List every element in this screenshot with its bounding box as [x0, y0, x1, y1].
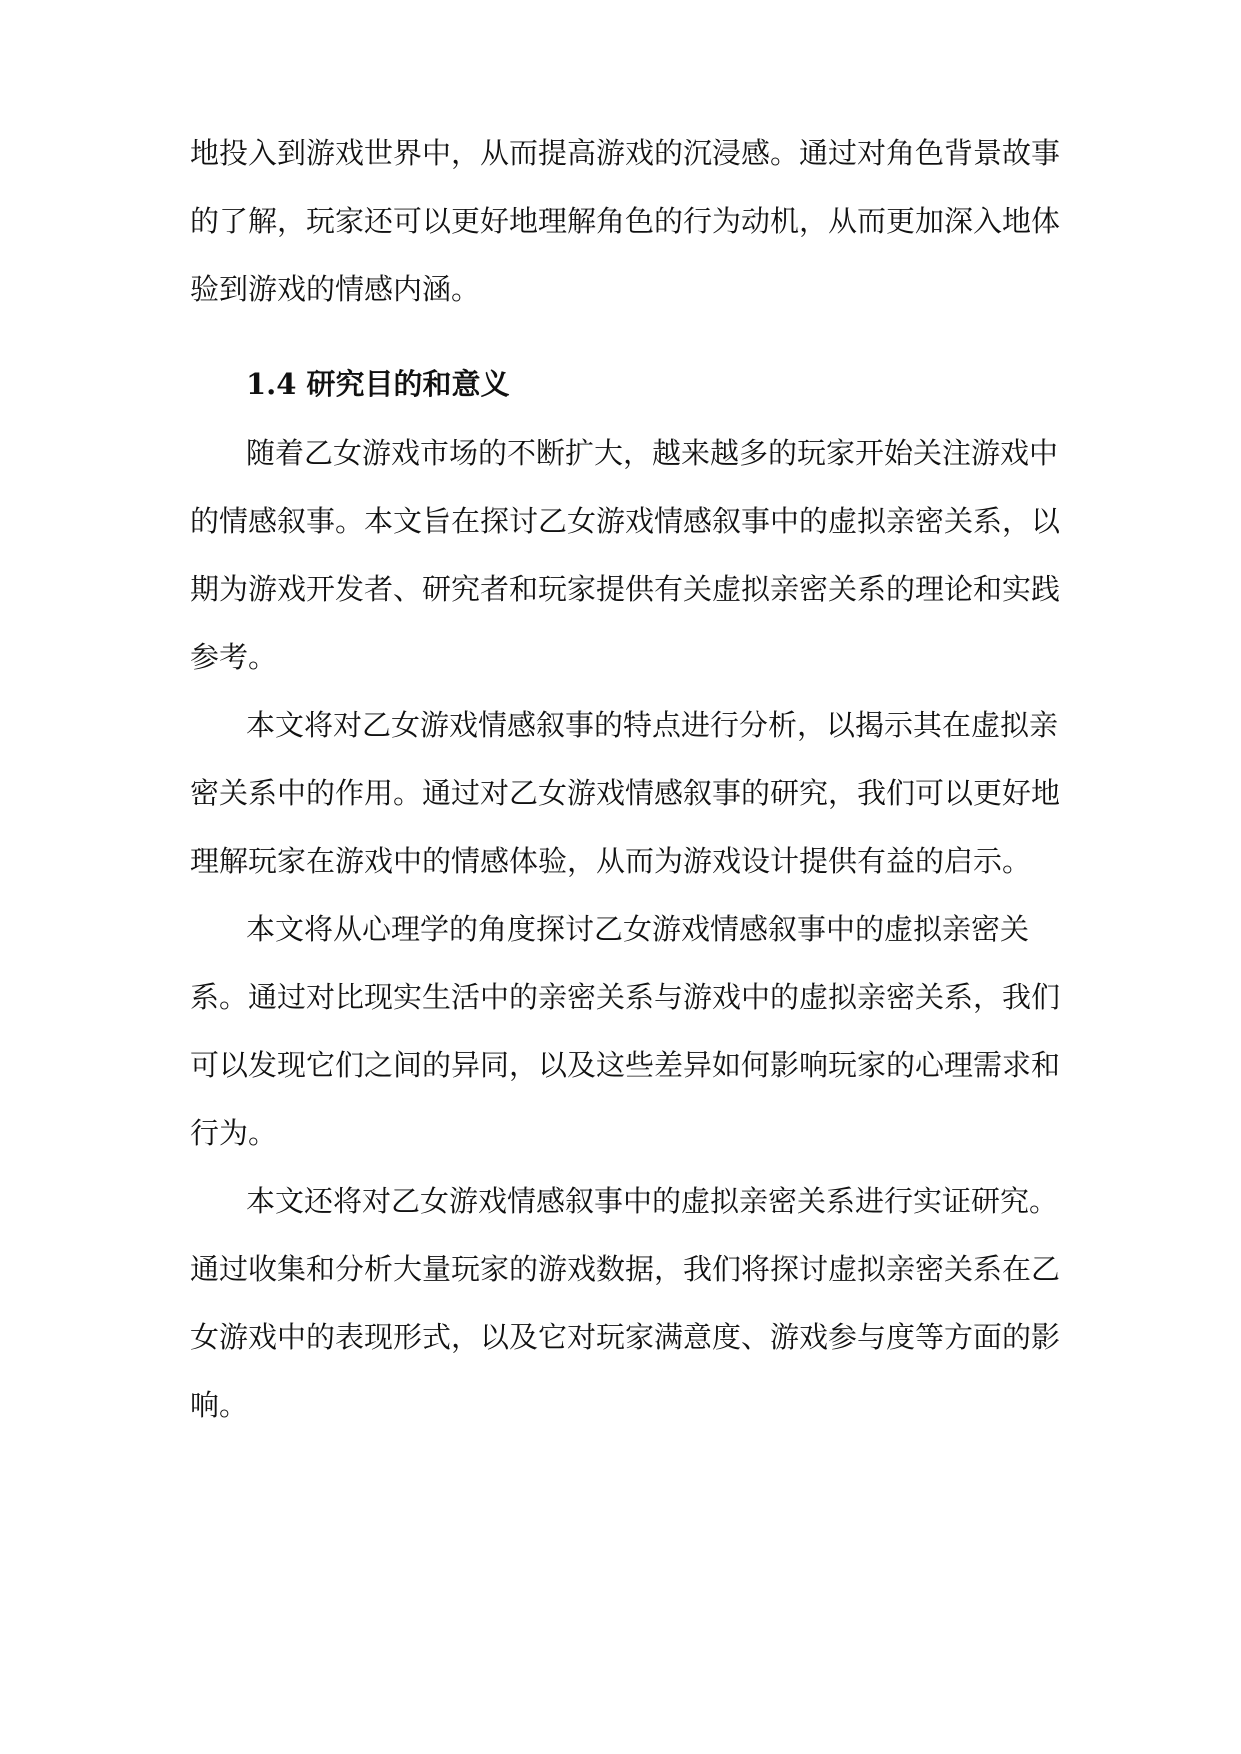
- body-text-line: 的了解，玩家还可以更好地理解角色的行为动机，从而更加深入地体: [190, 204, 1061, 238]
- body-text-line: 本文将从心理学的角度探讨乙女游戏情感叙事中的虚拟亲密关: [246, 912, 1030, 946]
- body-text-line: 期为游戏开发者、研究者和玩家提供有关虚拟亲密关系的理论和实践: [190, 572, 1061, 606]
- body-text-line: 通过收集和分析大量玩家的游戏数据，我们将探讨虚拟亲密关系在乙: [190, 1252, 1061, 1286]
- body-text-line: 响。: [190, 1388, 249, 1422]
- section-heading: 1.4 研究目的和意义: [246, 367, 510, 401]
- body-text-line: 理解玩家在游戏中的情感体验，从而为游戏设计提供有益的启示。: [190, 844, 1032, 878]
- body-text-line: 本文还将对乙女游戏情感叙事中的虚拟亲密关系进行实证研究。: [246, 1184, 1059, 1218]
- body-text-line: 女游戏中的表现形式，以及它对玩家满意度、游戏参与度等方面的影: [190, 1320, 1061, 1354]
- body-text-line: 参考。: [190, 640, 278, 674]
- body-text-line: 本文将对乙女游戏情感叙事的特点进行分析，以揭示其在虚拟亲: [246, 708, 1059, 742]
- body-text-line: 行为。: [190, 1116, 278, 1150]
- body-text-line: 验到游戏的情感内涵。: [190, 272, 481, 306]
- body-text-line: 的情感叙事。本文旨在探讨乙女游戏情感叙事中的虚拟亲密关系，以: [190, 504, 1061, 538]
- body-text-line: 地投入到游戏世界中，从而提高游戏的沉浸感。通过对角色背景故事: [190, 136, 1061, 170]
- body-text-line: 可以发现它们之间的异同，以及这些差异如何影响玩家的心理需求和: [190, 1048, 1061, 1082]
- body-text-line: 系。通过对比现实生活中的亲密关系与游戏中的虚拟亲密关系，我们: [190, 980, 1061, 1014]
- body-text-line: 密关系中的作用。通过对乙女游戏情感叙事的研究，我们可以更好地: [190, 776, 1061, 810]
- body-text-line: 随着乙女游戏市场的不断扩大，越来越多的玩家开始关注游戏中: [246, 436, 1059, 470]
